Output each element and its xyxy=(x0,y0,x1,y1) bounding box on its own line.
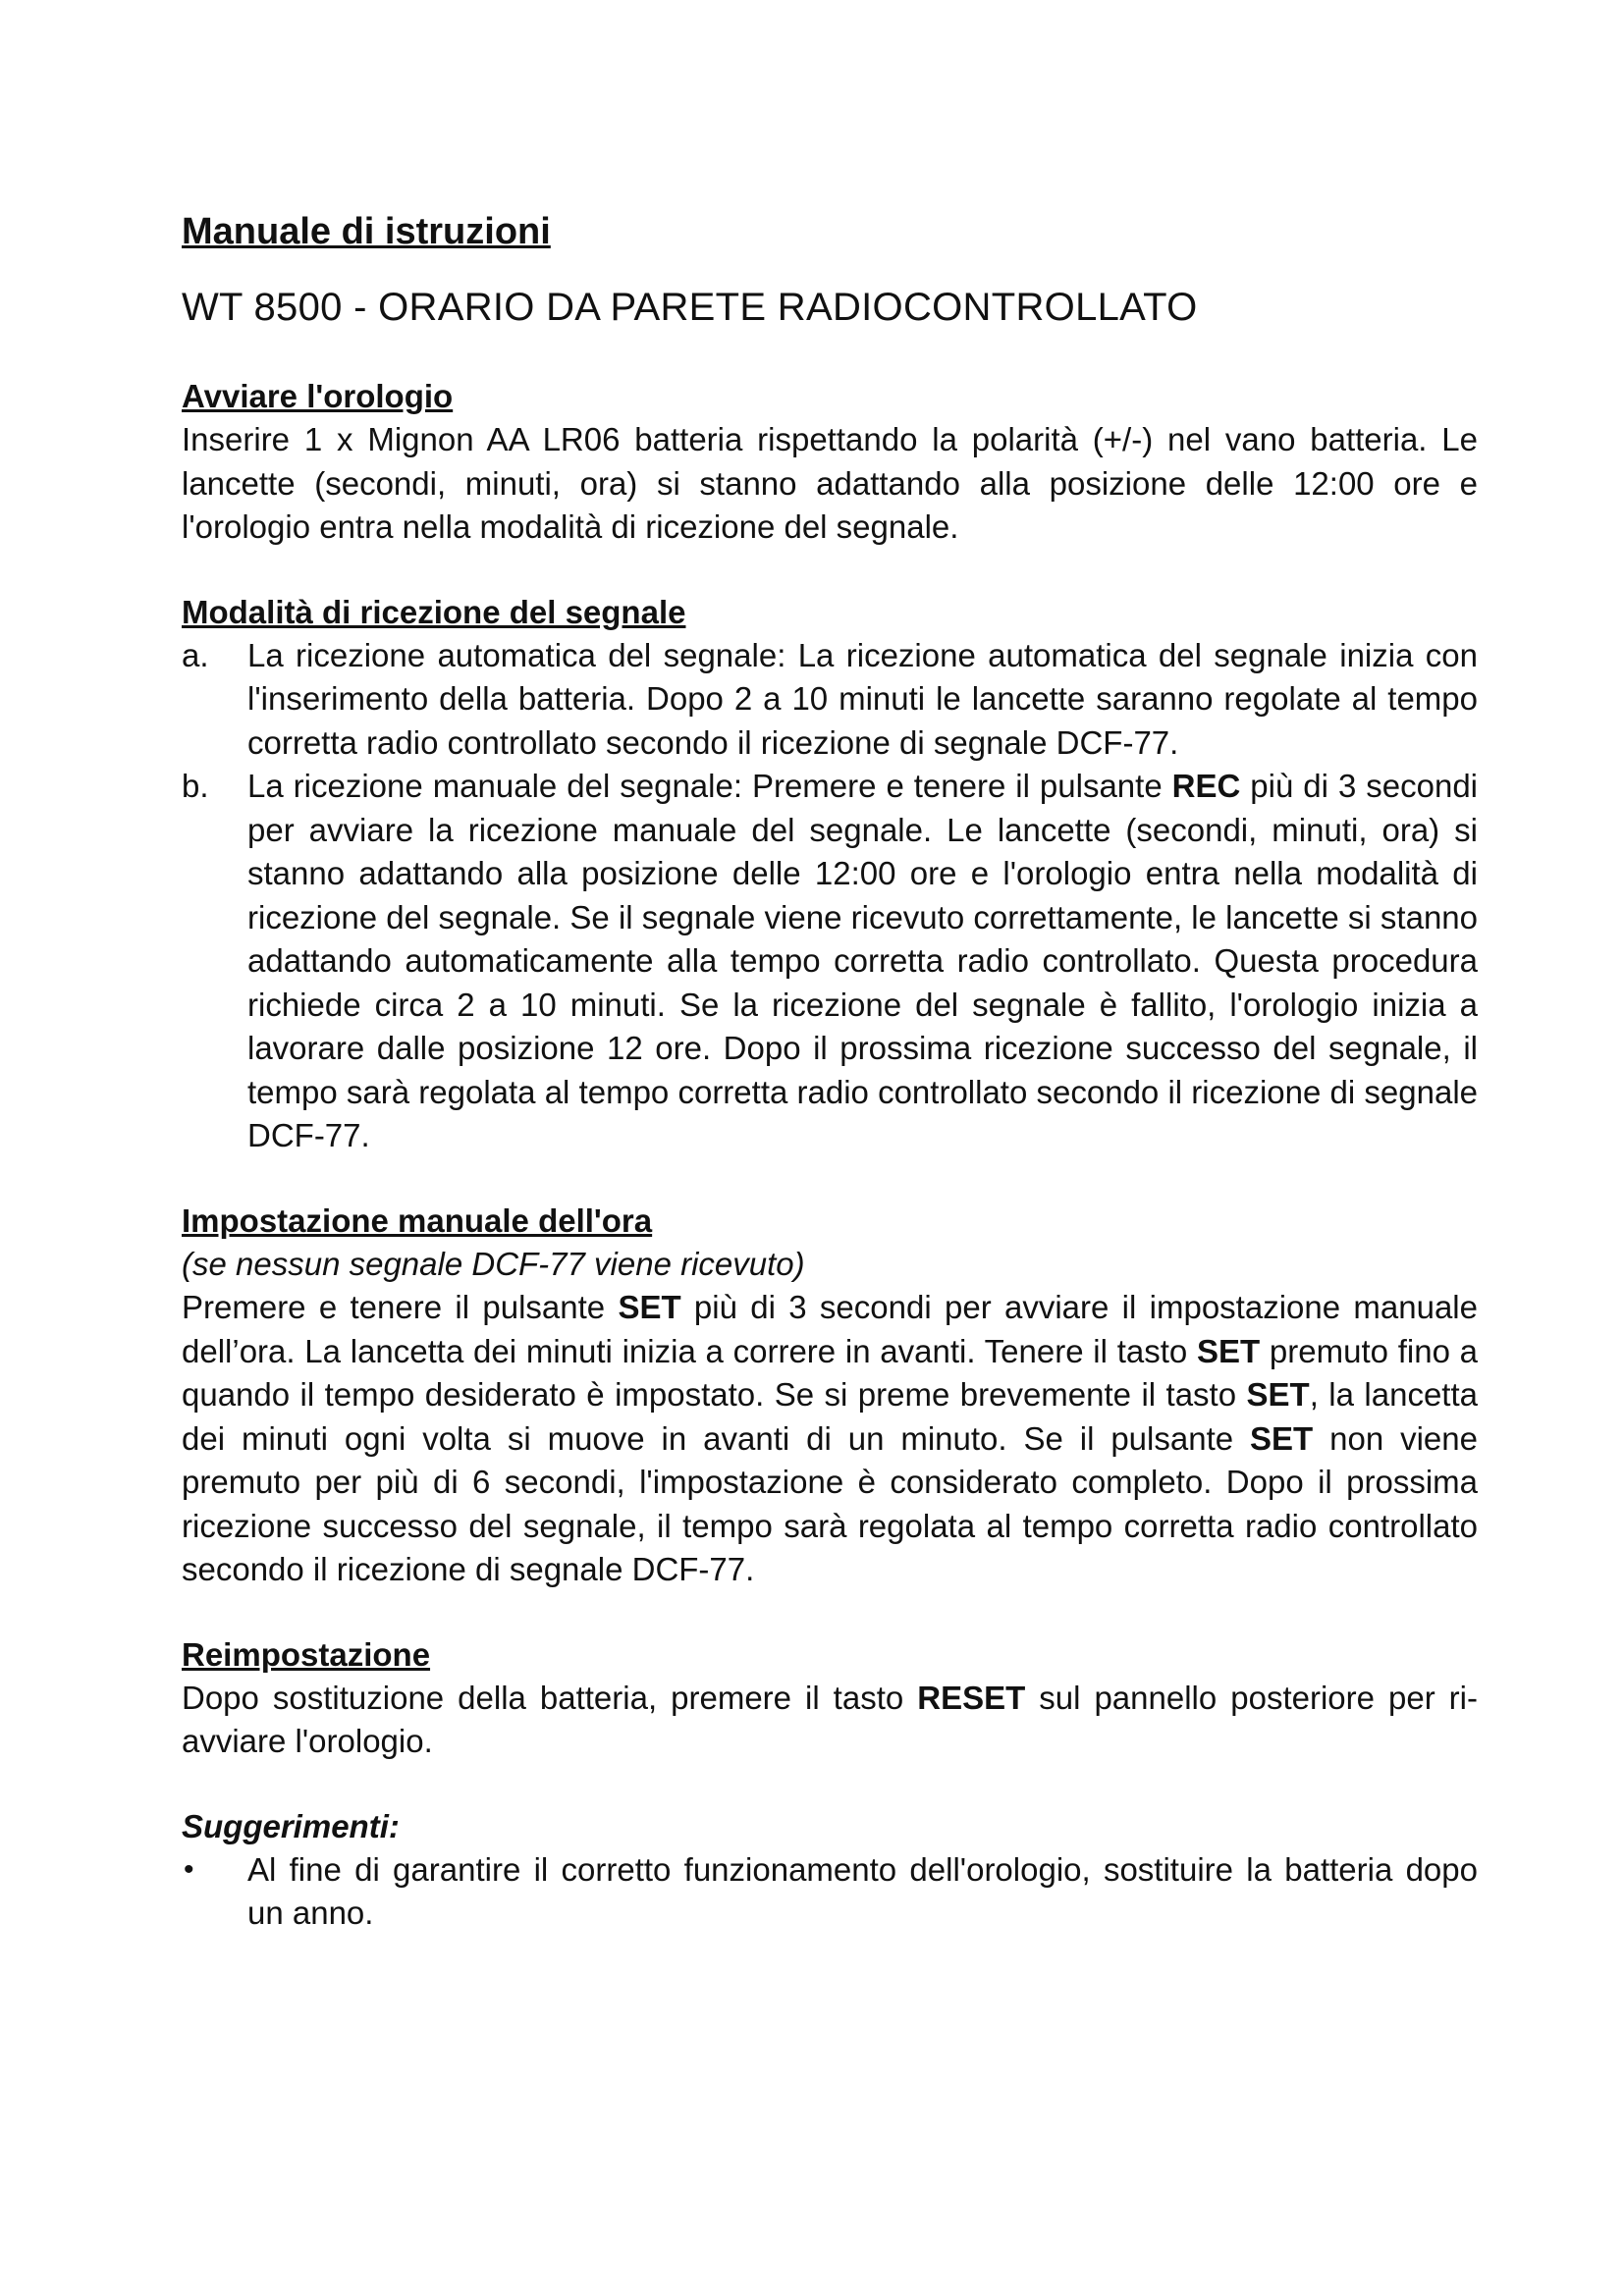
section-reception xyxy=(182,591,1478,1158)
section-heading-reception: Modalità di ricezione del segnale xyxy=(182,593,686,630)
section-heading-tips: Suggerimenti: xyxy=(182,1807,400,1844)
tips-item-text: Al fine di garantire il corretto funzionamento dell'orologio, sostituire la batteria dopo un anno. xyxy=(247,1850,1478,1931)
document-subtitle: WT 8500 - ORARIO DA PARETE RADIOCONTROLLATO xyxy=(182,286,1198,329)
section-manual xyxy=(182,1200,1478,1592)
section-text-reset xyxy=(182,1677,1478,1764)
reception-list xyxy=(182,634,1478,1158)
list-item-a xyxy=(182,634,1478,766)
section-tips xyxy=(182,1805,1478,1936)
section-start xyxy=(182,375,1478,550)
section-subnote-manual: (se nessun segnale DCF-77 viene ricevuto) xyxy=(182,1245,805,1282)
manual-text-part4: , la lancetta dei minuti ogni volta si muove in avanti di un minuto. Se il pulsante xyxy=(182,1376,1478,1457)
section-heading-reset: Reimpostazione xyxy=(182,1635,431,1673)
reset-button-label: RESET xyxy=(917,1679,1026,1716)
reset-text-part2: sul pannello posteriore per ri-avviare l'orologio. xyxy=(182,1679,1478,1759)
section-heading-start: Avviare l'orologio xyxy=(182,378,454,414)
rec-button-label: REC xyxy=(1171,768,1241,804)
manual-text-part1: Premere e tenere il pulsante xyxy=(182,1289,619,1325)
manual-text-part3: premuto fino a quando il tempo desiderato è impostato. Se si preme brevemente il tasto xyxy=(182,1332,1479,1413)
section-text-manual xyxy=(182,1286,1478,1592)
list-item xyxy=(182,1848,1478,1936)
set-button-label: SET xyxy=(618,1289,681,1325)
manual-text-part2: più di 3 secondi per avviare il impostazione manuale dell’ora. La lancetta dei minuti inizia a correre in avanti. Tenere il tasto xyxy=(182,1289,1478,1369)
document-title: Manuale di istruzioni xyxy=(182,211,551,252)
list-item-b xyxy=(182,765,1478,1158)
list-item-text-a: La ricezione automatica del segnale: La ricezione automatica del segnale inizia con l'inserimento della batteria. Dopo 2 a 10 minuti le lancette saranno regolate al tempo corretta radio controllato secondo il ricezione di segnale DCF-77. xyxy=(247,636,1478,761)
bullet-icon: • xyxy=(184,1852,194,1886)
document-page xyxy=(182,208,1478,1936)
section-text-start: Inserire 1 x Mignon AA LR06 batteria rispettando la polarità (+/-) nel vano batteria. Le lancette (secondi, minuti, ora) si stanno adattando alla posizione delle 12:00 ore e l'orologio entra nella modalità di ricezione del segnale. xyxy=(182,421,1478,545)
list-marker-a: a. xyxy=(182,636,209,673)
tips-list xyxy=(182,1848,1478,1936)
set-button-label: SET xyxy=(1250,1419,1314,1457)
list-item-text-b-part1: La ricezione manuale del segnale: Premere e tenere il pulsante xyxy=(247,768,1172,804)
manual-text-part5: non viene premuto per più di 6 secondi, l'impostazione è considerato completo. Dopo il prossima ricezione successo del segnale, il tempo sarà regolata al tempo corretta radio controllato secondo il ricezione di segnale DCF-77. xyxy=(182,1419,1478,1587)
list-item-text-b-part2: più di 3 secondi per avviare la ricezione manuale del segnale. Le lancette (secondi, minuti, ora) si stanno adattando alla posizione delle 12:00 ore e l'orologio entra nella modalità di ricezione del segnale. Se il segnale viene ricevuto correttamente, le lancette si stanno adattando automaticamente alla tempo corretta radio controllato. Questa procedura richiede circa 2 a 10 minuti. Se la ricezione del segnale è fallito, l'orologio inizia a lavorare dalle posizione 12 ore. Dopo il prossima ricezione successo del segnale, il tempo sarà regolata al tempo corretta radio controllato secondo il ricezione di segnale DCF-77. xyxy=(247,768,1479,1153)
reset-text-part1: Dopo sostituzione della batteria, premere il tasto xyxy=(182,1679,918,1716)
set-button-label: SET xyxy=(1197,1332,1261,1369)
section-heading-manual: Impostazione manuale dell'ora xyxy=(182,1201,653,1239)
set-button-label: SET xyxy=(1246,1376,1310,1413)
list-marker-b: b. xyxy=(182,768,209,804)
section-reset xyxy=(182,1633,1478,1764)
